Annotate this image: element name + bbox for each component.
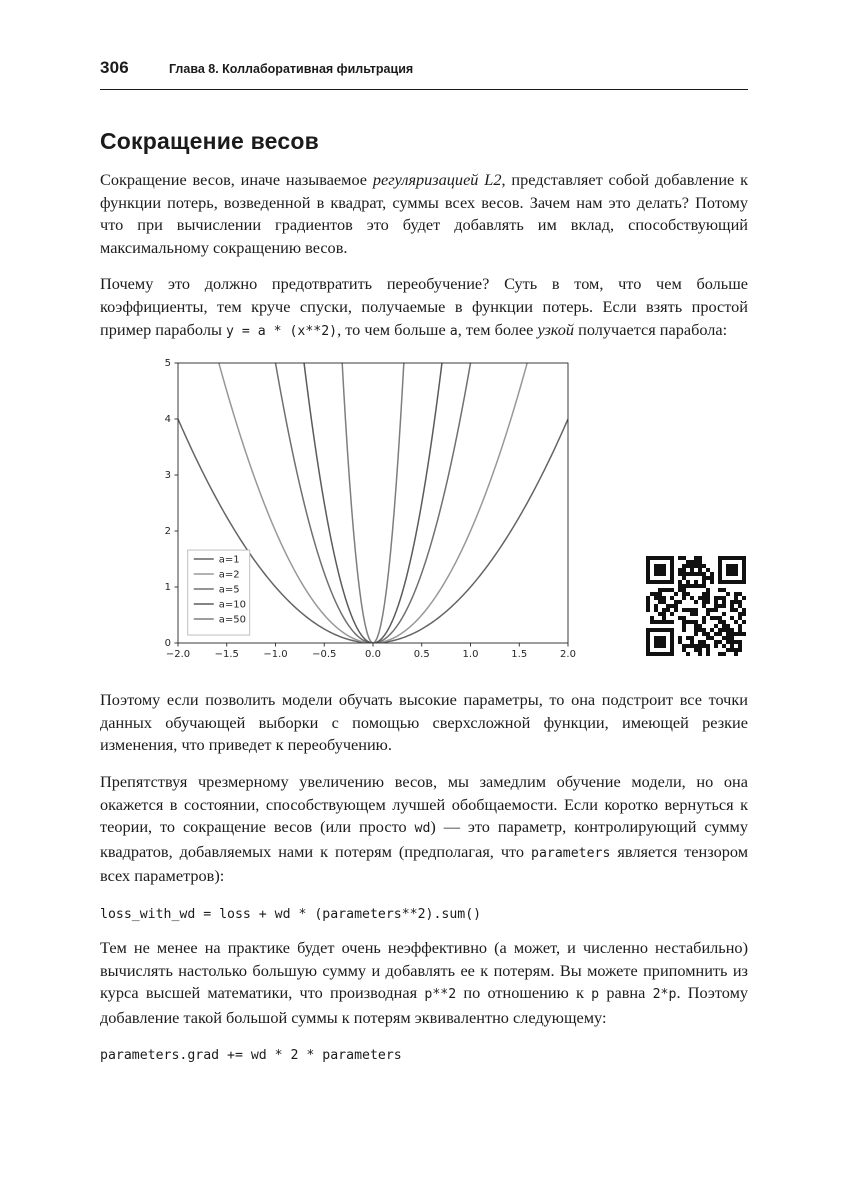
svg-text:−2.0: −2.0	[165, 649, 191, 661]
svg-text:3: 3	[164, 470, 171, 482]
paragraph-overfitting-consequence: Поэтому если позволить модели обучать высокие параметры, то она подстроит все точки данных обучающей выборки с помощью сверхсложной функции, имеющей резкие изменения, что приведет к переобучению.	[100, 690, 748, 755]
svg-text:1: 1	[164, 582, 171, 594]
svg-text:1.0: 1.0	[462, 649, 479, 661]
paragraph-weight-decay-parameter: Препятствуя чрезмерному увеличению весов, мы замедлим обучение модели, но она окажется в состоянии, способствующем лучшей обобщаемости. Если коротко вернуться к теории, то сокращение весов (или просто wd) — это параметр, контролирующий сумму квадратов, добавляемых нами к потерям (предполагая, что parameters является тензором всех параметров):	[100, 771, 749, 886]
svg-text:−0.5: −0.5	[312, 649, 337, 661]
parabola-figure	[100, 357, 748, 675]
code-block-loss-with-wd: loss_with_wd = loss + wd * (parameters**2).sum()	[100, 906, 482, 922]
section-title: Сокращение весов	[100, 128, 319, 154]
svg-text:a=2: a=2	[218, 569, 240, 581]
paragraph-gradient-derivation: Тем не менее на практике будет очень неэффективно (а может, и численно нестабильно) вычислять настолько большую сумму и добавлять ее к потерям. Вы можете припомнить из курса высшей математики, что производная p**2 по отношению к p равна 2*p. Поэтому добавление такой большой суммы к потерям эквивалентно следующему:	[100, 937, 749, 1027]
svg-text:a=1: a=1	[218, 554, 240, 566]
svg-text:a=5: a=5	[218, 584, 240, 596]
paragraph-parabola-explanation: Почему это должно предотвратить переобучение? Суть в том, что чем больше коэффициенты, тем круче спуски, получаемые в функции потерь. Если взять простой пример параболы y = a * (x**2), то чем больше a, тем более узкой получается парабола:	[100, 274, 748, 339]
paragraph-weight-decay-intro: Сокращение весов, иначе называемое регуляризацией L2, представляет собой добавление к функции потерь, возведенной в квадрат, суммы всех весов. Зачем нам это делать? Потому что при вычислении градиентов это будет добавлять им вклад, способствующий максимальному сокращению весов.	[100, 170, 748, 257]
svg-text:−1.0: −1.0	[263, 649, 288, 661]
code-block-grad-update: parameters.grad += wd * 2 * parameters	[100, 1048, 402, 1064]
svg-text:0: 0	[164, 638, 171, 650]
svg-text:0.0: 0.0	[365, 649, 381, 661]
svg-text:2: 2	[164, 526, 171, 538]
svg-text:0.5: 0.5	[413, 649, 430, 661]
chapter-header: Глава 8. Коллаборативная фильтрация	[168, 62, 414, 76]
qr-code-image	[646, 556, 746, 656]
parabola-chart	[148, 357, 578, 669]
svg-text:4: 4	[164, 414, 171, 426]
header-rule	[100, 89, 748, 90]
running-header	[100, 58, 748, 78]
svg-text:−1.5: −1.5	[214, 649, 239, 661]
svg-text:a=10: a=10	[218, 599, 246, 611]
svg-text:2.0: 2.0	[560, 649, 576, 661]
svg-text:1.5: 1.5	[511, 649, 528, 661]
svg-text:a=50: a=50	[218, 614, 246, 626]
page-number: 306	[100, 58, 129, 77]
svg-text:5: 5	[164, 358, 171, 370]
